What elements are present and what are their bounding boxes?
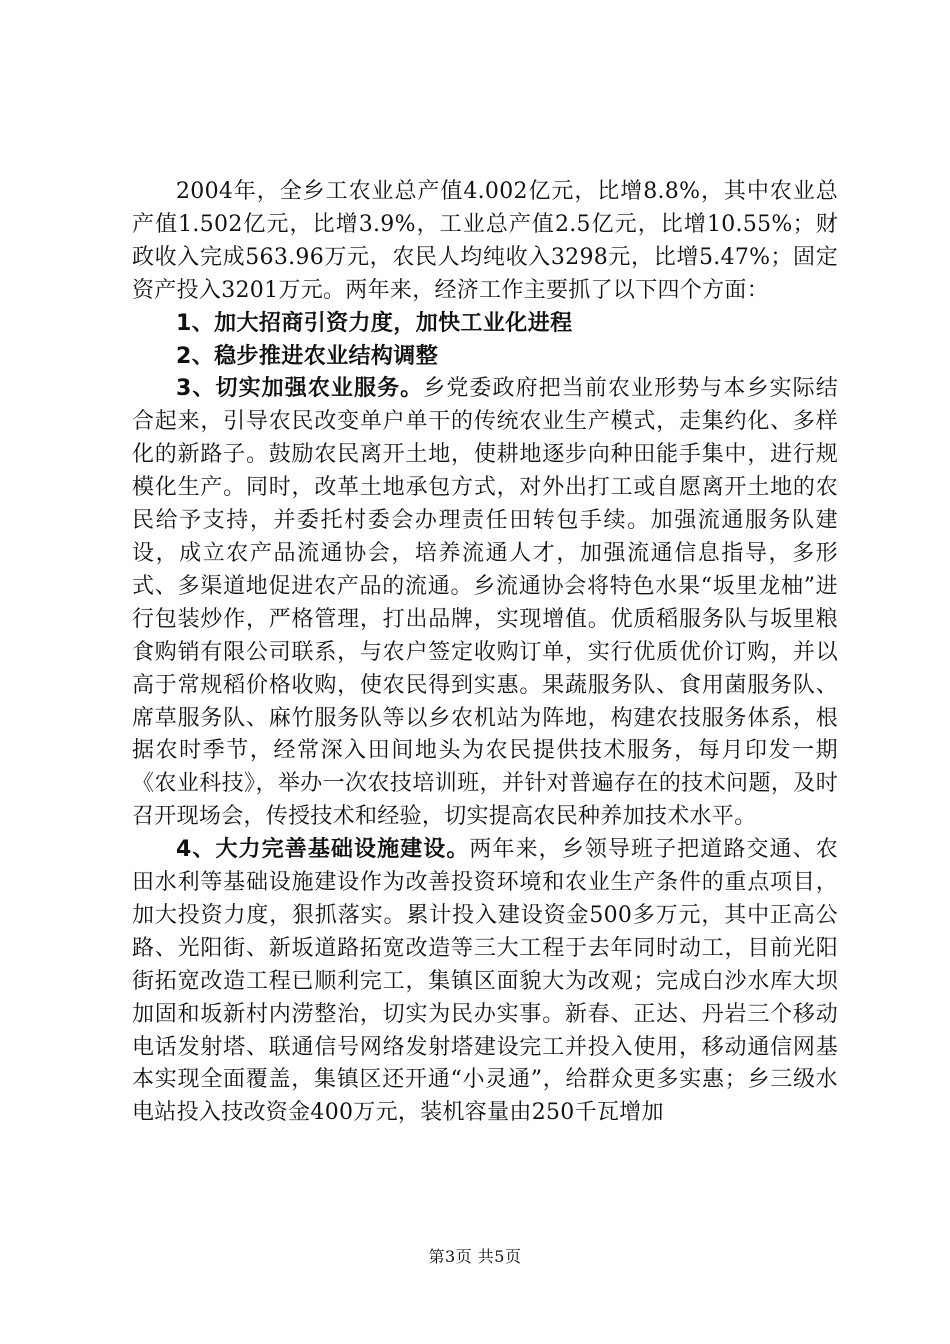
paragraph-lead: 3、切实加强农业服务。 <box>176 376 424 402</box>
section-heading-investment <box>132 308 838 341</box>
paragraph-economic-summary <box>132 176 838 308</box>
heading-text: 2、稳步推进农业结构调整 <box>176 343 439 369</box>
document-body <box>132 176 838 1130</box>
paragraph-text: 2004年，全乡工农业总产值4.002亿元，比增8.8%，其中农业总产值1.502亿元，比增3.9%，工业总产值2.5亿元，比增10.55%；财政收入完成563.96万元，农民人均纯收入3298元，比增5.47%；固定资产投入3201万元。两年来，经济工作主要抓了以下四个方面： <box>132 179 838 303</box>
paragraph-text: 乡党委政府把当前农业形势与本乡实际结合起来，引导农民改变单户单干的传统农业生产模式，走集约化、多样化的新路子。鼓励农民离开土地，使耕地逐步向种田能手集中，进行规模化生产。同时，改革土地承包方式，对外出打工或自愿离开土地的农民给予支持，并委托村委会办理责任田转包手续。加强流通服务队建设，成立农产品流通协会，培养流通人才，加强流通信息指导，多形式、多渠道地促进农产品的流通。乡流通协会将特色水果“坂里龙柚”进行包装炒作，严格管理，打出品牌，实现增值。优质稻服务队与坂里粮食购销有限公司联系，与农户签定收购订单，实行优质优价订购，并以高于常规稻价格收购，使农民得到实惠。果蔬服务队、食用菌服务队、席草服务队、麻竹服务队等以乡农机站为阵地，构建农技服务体系，根据农时季节，经常深入田间地头为农民提供技术服务，每月印发一期《农业科技》，举办一次农技培训班，并针对普遍存在的技术问题，及时召开现场会，传授技术和经验，切实提高农民种养加技术水平。 <box>132 376 838 830</box>
section-heading-agriculture-structure <box>132 341 838 374</box>
paragraph-agriculture-service <box>132 373 838 834</box>
paragraph-text: 两年来，乡领导班子把道路交通、农田水利等基础设施建设作为改善投资环境和农业生产条件的重点项目，加大投资力度，狠抓落实。累计投入建设资金500多万元，其中正高公路、光阳街、新坂道路拓宽改造等三大工程于去年同时动工，目前光阳街拓宽改造工程已顺利完工，集镇区面貌大为改观；完成白沙水库大坝加固和坂新村内涝整治，切实为民办实事。新春、正达、丹岩三个移动电话发射塔、联通信号网络发射塔建设完工并投入使用，移动通信网基本实现全面覆盖，集镇区还开通“小灵通”，给群众更多实惠；乡三级水电站投入技改资金400万元，装机容量由250千瓦增加 <box>132 837 838 1126</box>
page-number-footer: 第3页 共5页 <box>428 1247 522 1266</box>
paragraph-infrastructure <box>132 834 838 1130</box>
paragraph-lead: 4、大力完善基础设施建设。 <box>176 837 470 863</box>
heading-text: 1、加大招商引资力度，加快工业化进程 <box>176 310 573 336</box>
